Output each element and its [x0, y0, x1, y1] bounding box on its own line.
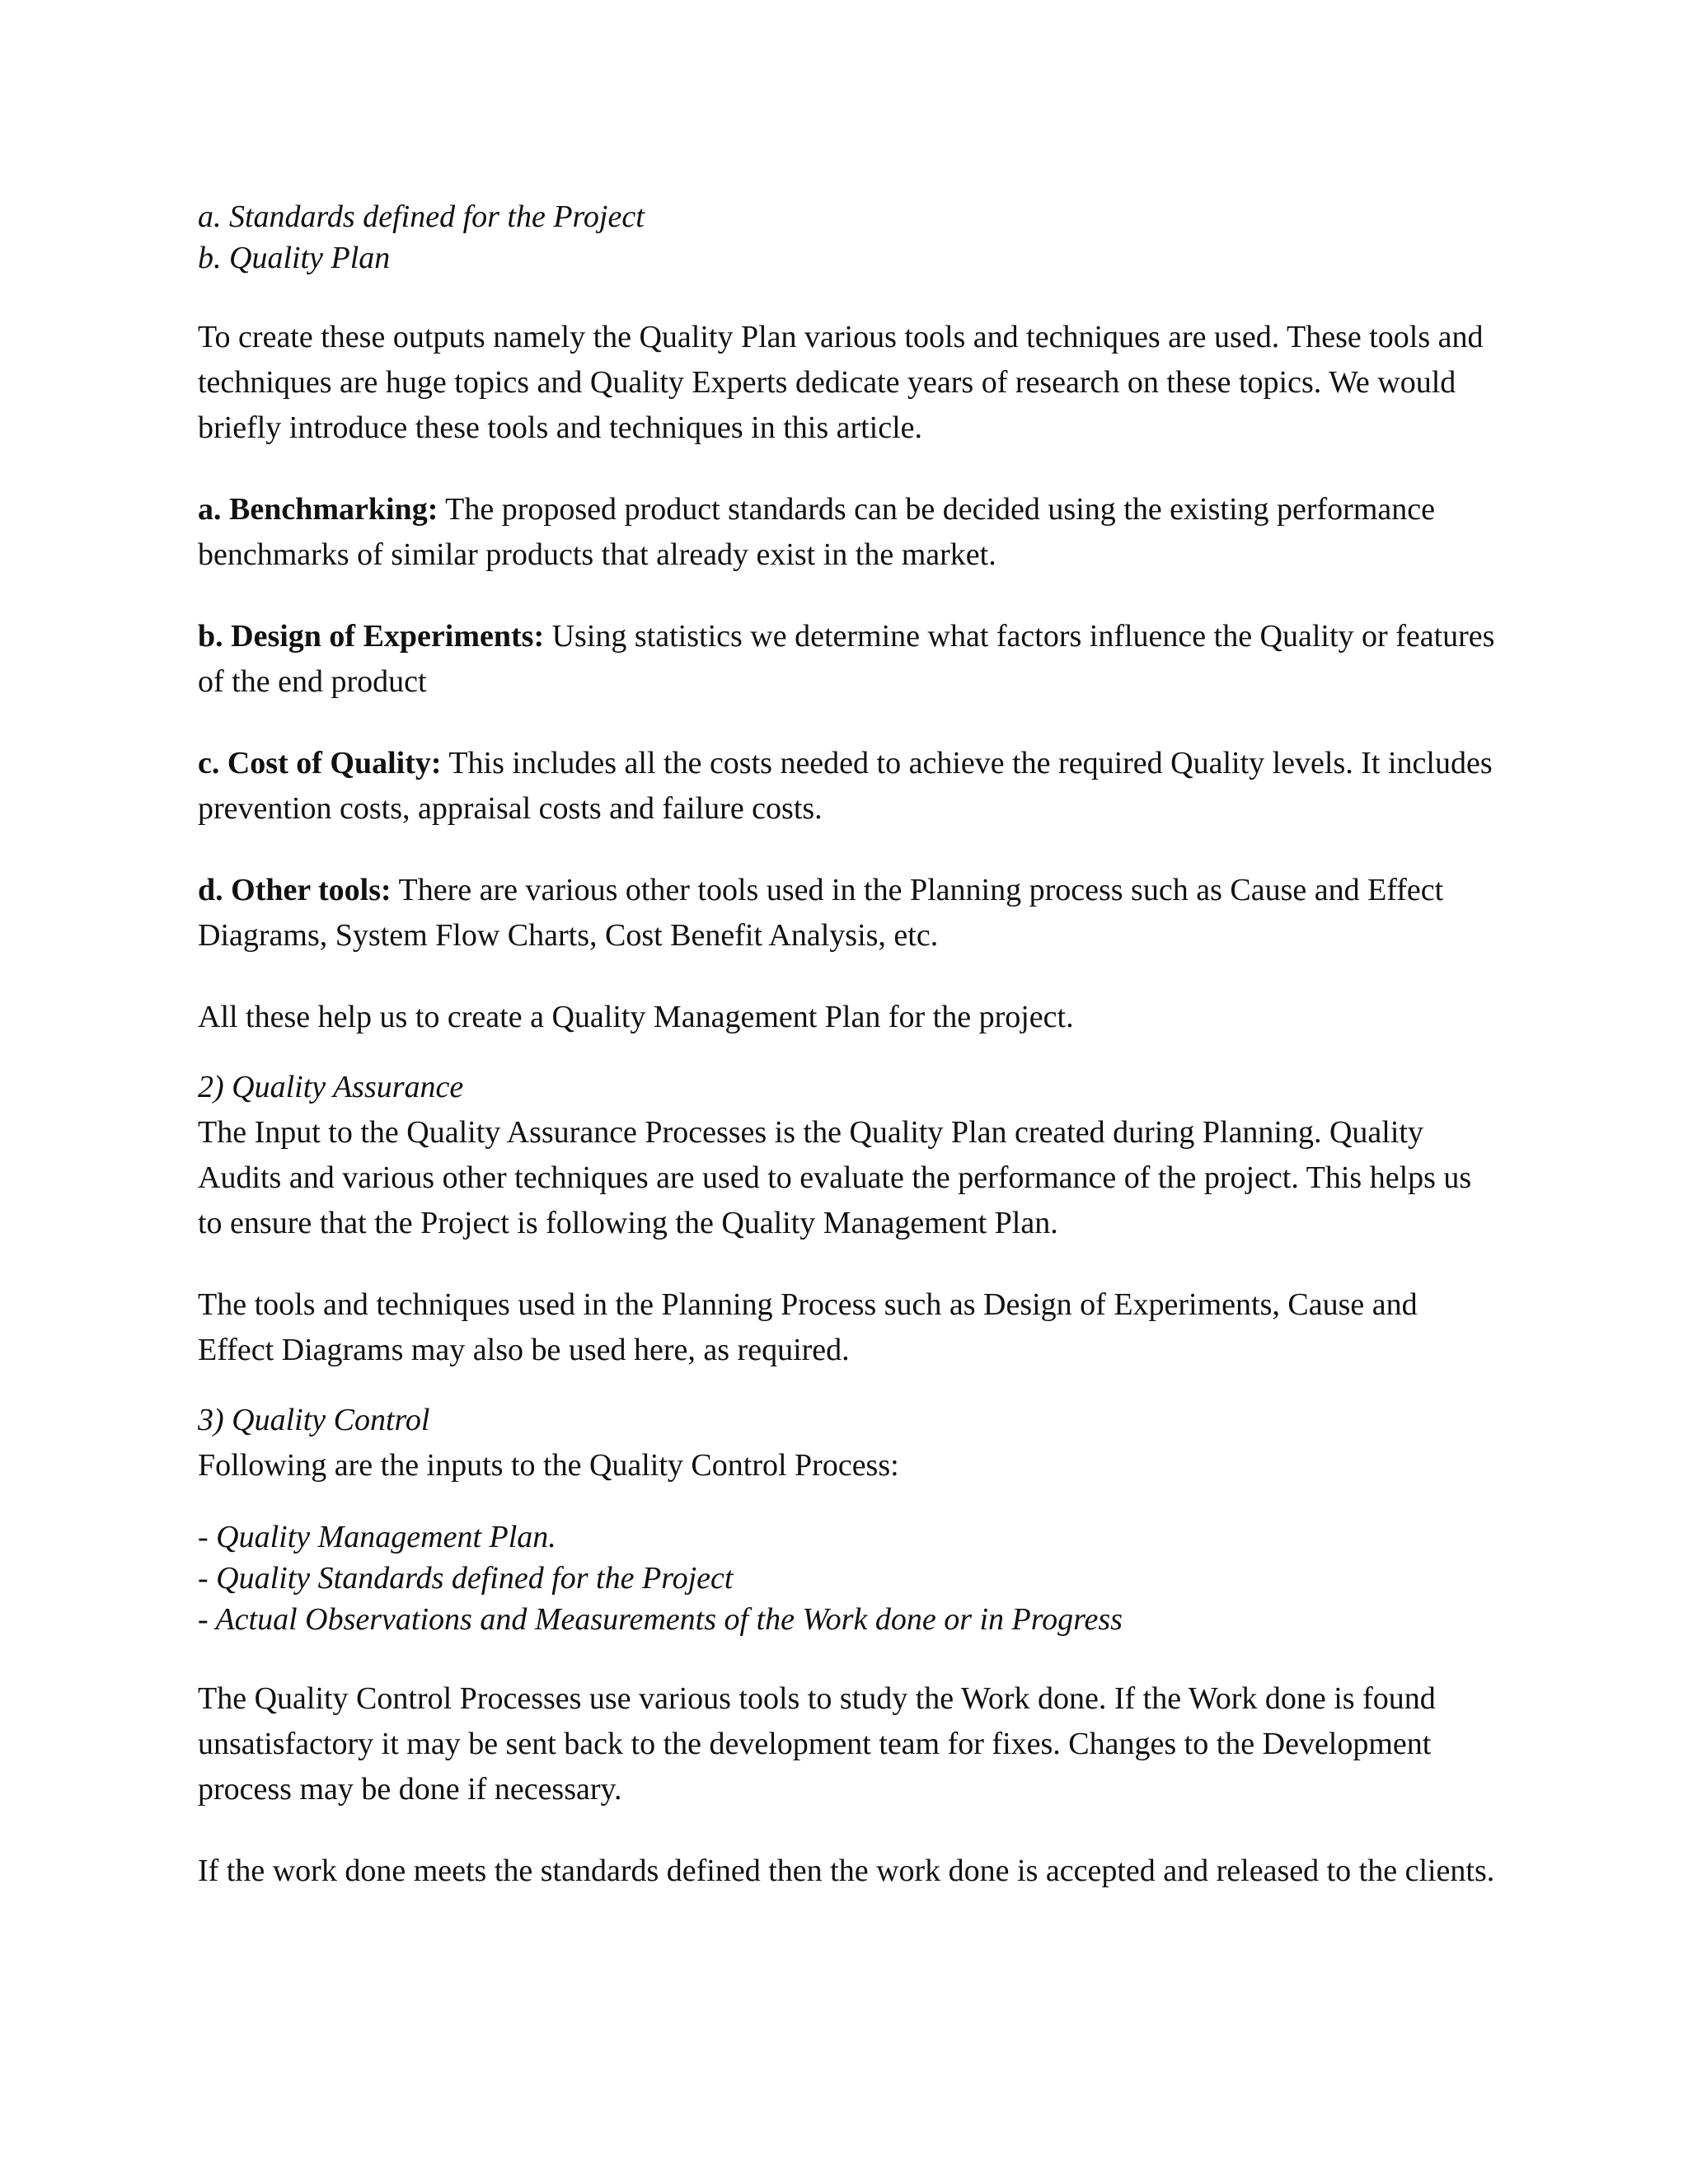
technique-text: There are various other tools used in the Planning process such as Cause and Effect Diagrams, System Flow Charts, Cost Benefit Analysis, etc. — [198, 873, 1444, 953]
outputs-list-item: a. Standards defined for the Project — [198, 199, 645, 234]
quality-control-paragraph: The Quality Control Processes use various tools to study the Work done. If the Work done is found unsatisfactory it may be sent back to the development team for fixes. Changes to the Development process may be done if necessary. — [198, 1681, 1436, 1807]
quality-control-input-item: - Actual Observations and Measurements of the Work done or in Progress — [198, 1602, 1123, 1637]
technique-design-of-experiments — [198, 614, 1500, 705]
quality-control-input-item: - Quality Management Plan. — [198, 1520, 556, 1554]
document-body — [198, 196, 1500, 1894]
quality-assurance-heading: 2) Quality Assurance — [198, 1070, 464, 1104]
technique-term: c. Cost of Quality: — [198, 746, 442, 780]
technique-term: b. Design of Experiments: — [198, 619, 545, 654]
quality-control-heading: 3) Quality Control — [198, 1403, 430, 1437]
outputs-list-item: b. Quality Plan — [198, 241, 391, 275]
technique-text: This includes all the costs needed to achieve the required Quality levels. It includes prevention costs, appraisal costs and failure costs. — [198, 746, 1493, 826]
technique-term: d. Other tools: — [198, 873, 392, 907]
quality-assurance-paragraph: The Input to the Quality Assurance Processes is the Quality Plan created during Planning. Quality Audits and various other techniques are used to evaluate the performance of the project. This helps us to ensure that the Project is following the Quality Management Plan. — [198, 1115, 1472, 1240]
technique-other-tools — [198, 868, 1500, 958]
quality-control-input-item: - Quality Standards defined for the Project — [198, 1561, 734, 1596]
technique-text: The proposed product standards can be decided using the existing performance benchmarks of similar products that already exist in the market. — [198, 492, 1435, 572]
planning-summary: All these help us to create a Quality Management Plan for the project. — [198, 1000, 1074, 1034]
quality-assurance-paragraph: The tools and techniques used in the Planning Process such as Design of Experiments, Cause and Effect Diagrams may also be used here, as required. — [198, 1287, 1418, 1367]
quality-control-inputs-intro: Following are the inputs to the Quality Control Process: — [198, 1448, 899, 1483]
technique-term: a. Benchmarking: — [198, 492, 438, 527]
intro-paragraph: To create these outputs namely the Quality Plan various tools and techniques are used. These tools and techniques are huge topics and Quality Experts dedicate years of research on these topics. We would briefly introduce these tools and techniques in this article. — [198, 320, 1484, 445]
technique-benchmarking — [198, 487, 1500, 578]
technique-cost-of-quality — [198, 741, 1500, 832]
quality-control-paragraph: If the work done meets the standards defined then the work done is accepted and released to the clients. — [198, 1854, 1495, 1888]
technique-text: Using statistics we determine what factors influence the Quality or features of the end product — [198, 619, 1495, 699]
